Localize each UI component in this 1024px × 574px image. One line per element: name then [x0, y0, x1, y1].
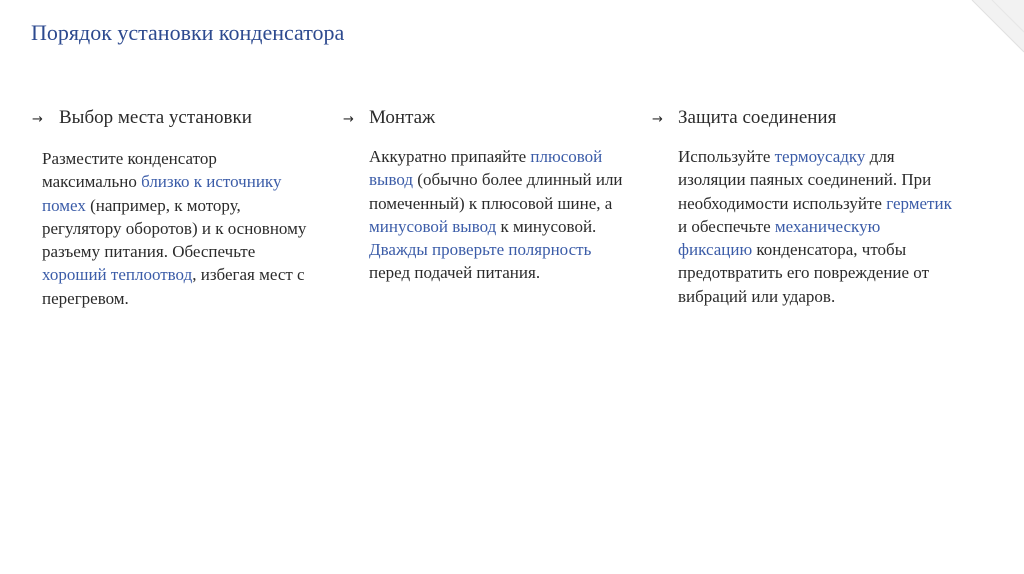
column-body [678, 145, 952, 308]
column-body [369, 145, 628, 285]
text-segment: для изоляции паяных соединений. При необходимости используйте [678, 147, 932, 213]
column-heading [32, 107, 312, 133]
column-body [42, 147, 312, 310]
text-segment: Разместите конденсатор максимально [42, 149, 217, 192]
column-heading [343, 107, 628, 133]
arrow-right-icon: → [32, 112, 43, 127]
column-heading [652, 107, 952, 133]
text-segment: и обеспечьте [678, 216, 775, 236]
highlight-segment: механическую фиксацию [678, 216, 881, 260]
page-title: Порядок установки конденсатора [31, 20, 345, 45]
highlight-segment: Дважды проверьте полярность [369, 240, 592, 260]
arrow-right-icon: → [343, 112, 354, 127]
heading-text: Защита соединения [678, 107, 837, 128]
text-segment: Аккуратно припаяйте [369, 147, 531, 166]
heading-text: Монтаж [369, 107, 436, 128]
text-segment: перед подачей питания. [369, 263, 541, 283]
highlight-segment: термоусадку [774, 147, 866, 166]
text-segment: конденсатора, чтобы предотвратить его повреждение от вибраций или ударов. [678, 240, 930, 306]
heading-text: Выбор места установки [59, 107, 252, 128]
text-segment: Используйте [678, 147, 775, 166]
text-segment: , избегая мест с перегревом. [42, 265, 305, 308]
text-segment: (например, к мотору, регулятору оборотов) и к основному разъему питания. Обеспечьте [42, 195, 307, 262]
column-placement [32, 107, 312, 310]
highlight-segment: минусовой вывод [369, 216, 497, 236]
text-segment: (обычно более длинный или помеченный) к плюсовой шине, а [369, 170, 623, 213]
column-protection [652, 107, 952, 308]
column-mounting [343, 107, 628, 285]
arrow-right-icon: → [652, 112, 663, 127]
highlight-segment: близко к источнику помех [42, 172, 282, 215]
text-segment: к минусовой. [496, 216, 597, 236]
highlight-segment: хороший теплоотвод [42, 265, 193, 285]
highlight-segment: герметик [886, 193, 952, 213]
highlight-segment: плюсовой вывод [369, 147, 603, 190]
corner-decoration [954, 0, 1024, 70]
